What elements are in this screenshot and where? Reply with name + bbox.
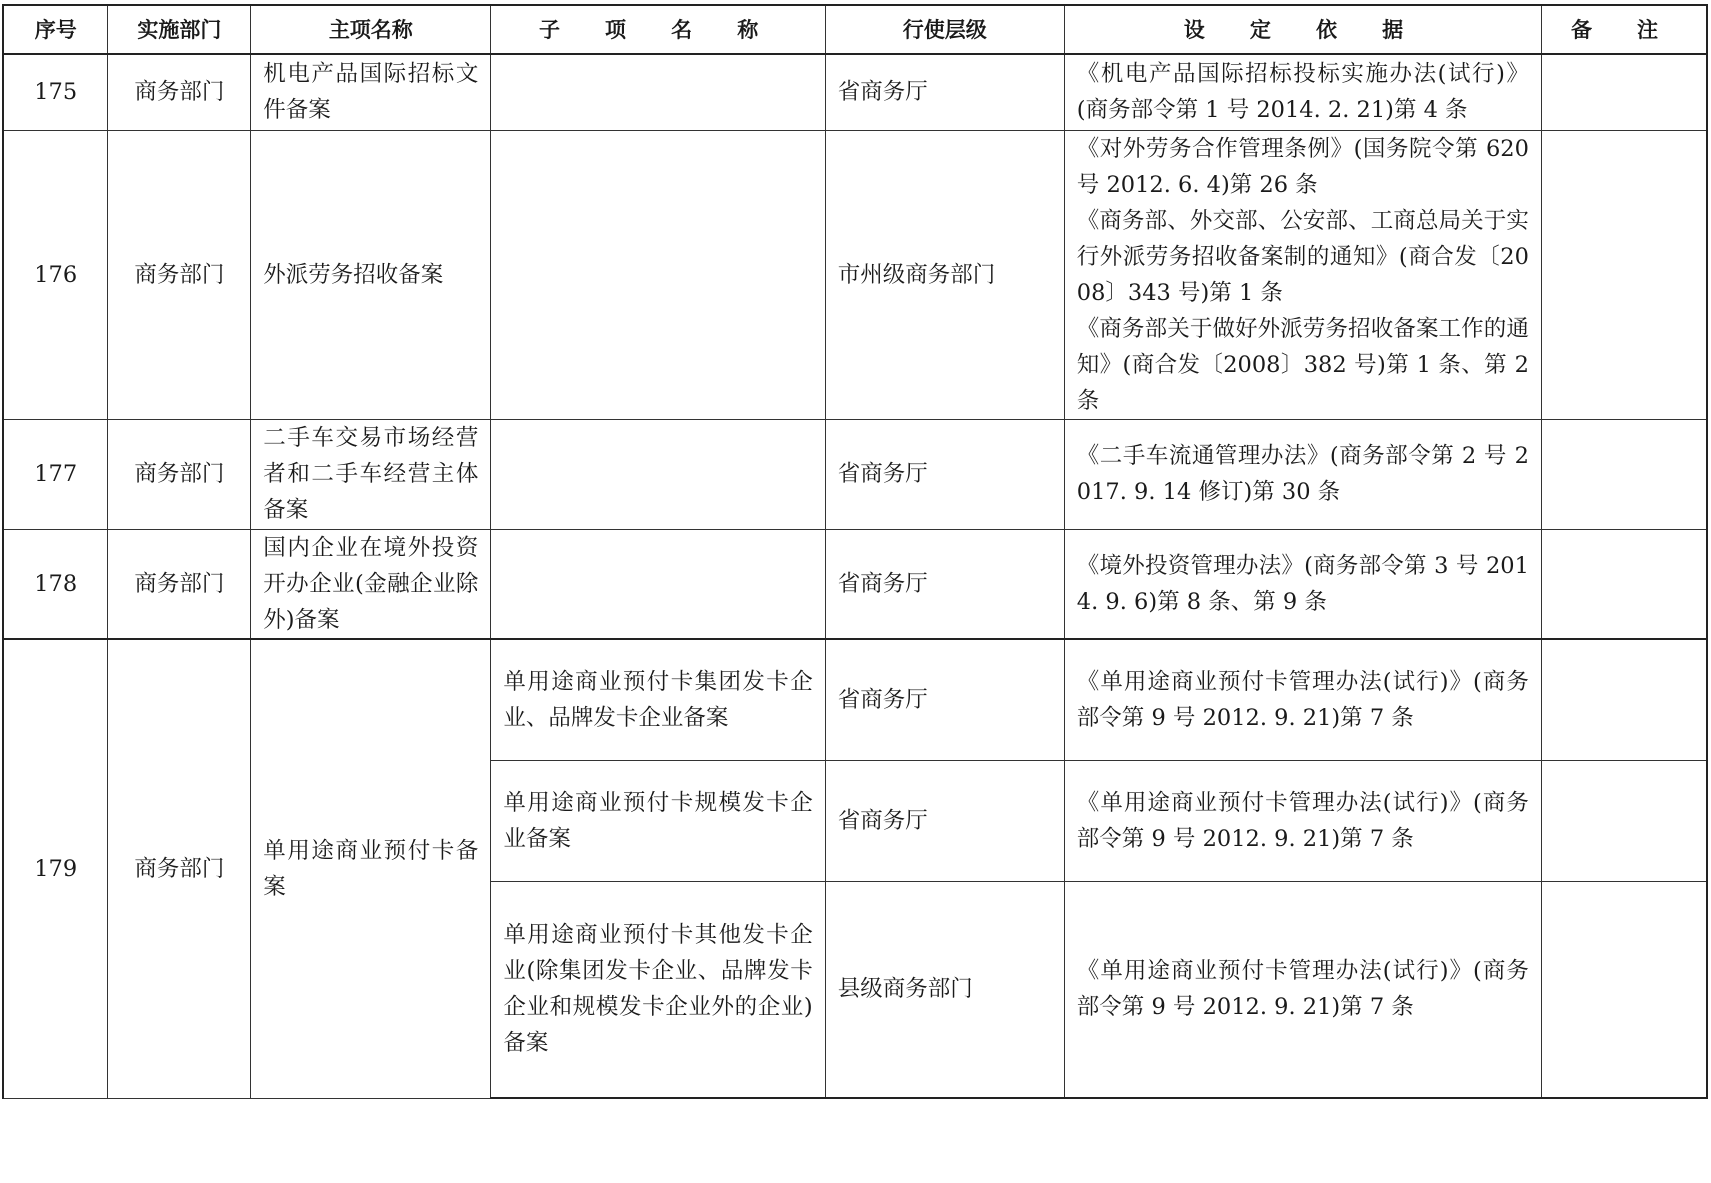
basis-line: 《对外劳务合作管理条例》(国务院令第 620 号 2012. 6. 4)第 26 条 [1076,135,1529,198]
cell-seq: 178 [3,529,108,639]
header-level: 行使层级 [825,5,1064,54]
table-row [3,419,1707,529]
cell-sub-item: 单用途商业预付卡规模发卡企业备案 [491,760,825,881]
basis-line: 《机电产品国际招标投标实施办法(试行)》(商务部令第 1 号 2014. 2. 21)第 4 条 [1076,61,1529,124]
table-body [3,54,1707,1098]
cell-seq: 177 [3,419,108,529]
cell-basis [1064,54,1541,130]
cell-remarks [1541,639,1707,760]
table-row [3,130,1707,419]
basis-line: 《商务部关于做好外派劳务招收备案工作的通知》(商合发〔2008〕382 号)第 1 条、第 2 条 [1076,315,1529,414]
basis-line: 《境外投资管理办法》(商务部令第 3 号 2014. 9. 6)第 8 条、第 9 条 [1076,552,1529,615]
cell-sub-item [491,130,825,419]
cell-basis [1064,130,1541,419]
table-row [3,529,1707,639]
cell-level: 省商务厅 [825,760,1064,881]
cell-remarks [1541,529,1707,639]
cell-remarks [1541,54,1707,130]
basis-line: 《商务部、外交部、公安部、工商总局关于实行外派劳务招收备案制的通知》(商合发〔2008〕343 号)第 1 条 [1076,207,1529,306]
cell-level: 市州级商务部门 [825,130,1064,419]
cell-remarks [1541,419,1707,529]
cell-seq: 179 [3,639,108,1098]
cell-sub-item: 单用途商业预付卡集团发卡企业、品牌发卡企业备案 [491,639,825,760]
cell-basis [1064,529,1541,639]
cell-dept: 商务部门 [108,639,251,1098]
cell-level: 省商务厅 [825,529,1064,639]
cell-level: 省商务厅 [825,639,1064,760]
cell-main-item: 单用途商业预付卡备案 [251,639,491,1098]
cell-level: 县级商务部门 [825,881,1064,1098]
cell-level: 省商务厅 [825,419,1064,529]
cell-dept: 商务部门 [108,529,251,639]
cell-seq: 176 [3,130,108,419]
table-row [3,54,1707,130]
cell-level: 省商务厅 [825,54,1064,130]
cell-seq: 175 [3,54,108,130]
cell-sub-item [491,419,825,529]
record-table [2,4,1708,1099]
cell-main-item: 二手车交易市场经营者和二手车经营主体备案 [251,419,491,529]
cell-basis: 《单用途商业预付卡管理办法(试行)》(商务部令第 9 号 2012. 9. 21)第 7 条 [1064,760,1541,881]
cell-basis: 《单用途商业预付卡管理办法(试行)》(商务部令第 9 号 2012. 9. 21)第 7 条 [1064,881,1541,1098]
document-page [2,4,1708,1099]
cell-remarks [1541,881,1707,1098]
cell-remarks [1541,760,1707,881]
cell-sub-item: 单用途商业预付卡其他发卡企业(除集团发卡企业、品牌发卡企业和规模发卡企业外的企业)备案 [491,881,825,1098]
cell-main-item: 国内企业在境外投资开办企业(金融企业除外)备案 [251,529,491,639]
basis-line: 《二手车流通管理办法》(商务部令第 2 号 2017. 9. 14 修订)第 30 条 [1076,443,1529,505]
header-remarks: 备 注 [1541,5,1707,54]
cell-dept: 商务部门 [108,130,251,419]
header-sub-item: 子 项 名 称 [491,5,825,54]
cell-sub-item [491,529,825,639]
cell-basis: 《单用途商业预付卡管理办法(试行)》(商务部令第 9 号 2012. 9. 21)第 7 条 [1064,639,1541,760]
header-row [3,5,1707,54]
cell-dept: 商务部门 [108,419,251,529]
header-basis: 设 定 依 据 [1064,5,1541,54]
table-row [3,639,1707,760]
cell-main-item: 外派劳务招收备案 [251,130,491,419]
header-main-item: 主项名称 [251,5,491,54]
cell-remarks [1541,130,1707,419]
cell-dept: 商务部门 [108,54,251,130]
header-dept: 实施部门 [108,5,251,54]
cell-basis [1064,419,1541,529]
header-seq: 序号 [3,5,108,54]
cell-main-item: 机电产品国际招标文件备案 [251,54,491,130]
cell-sub-item [491,54,825,130]
